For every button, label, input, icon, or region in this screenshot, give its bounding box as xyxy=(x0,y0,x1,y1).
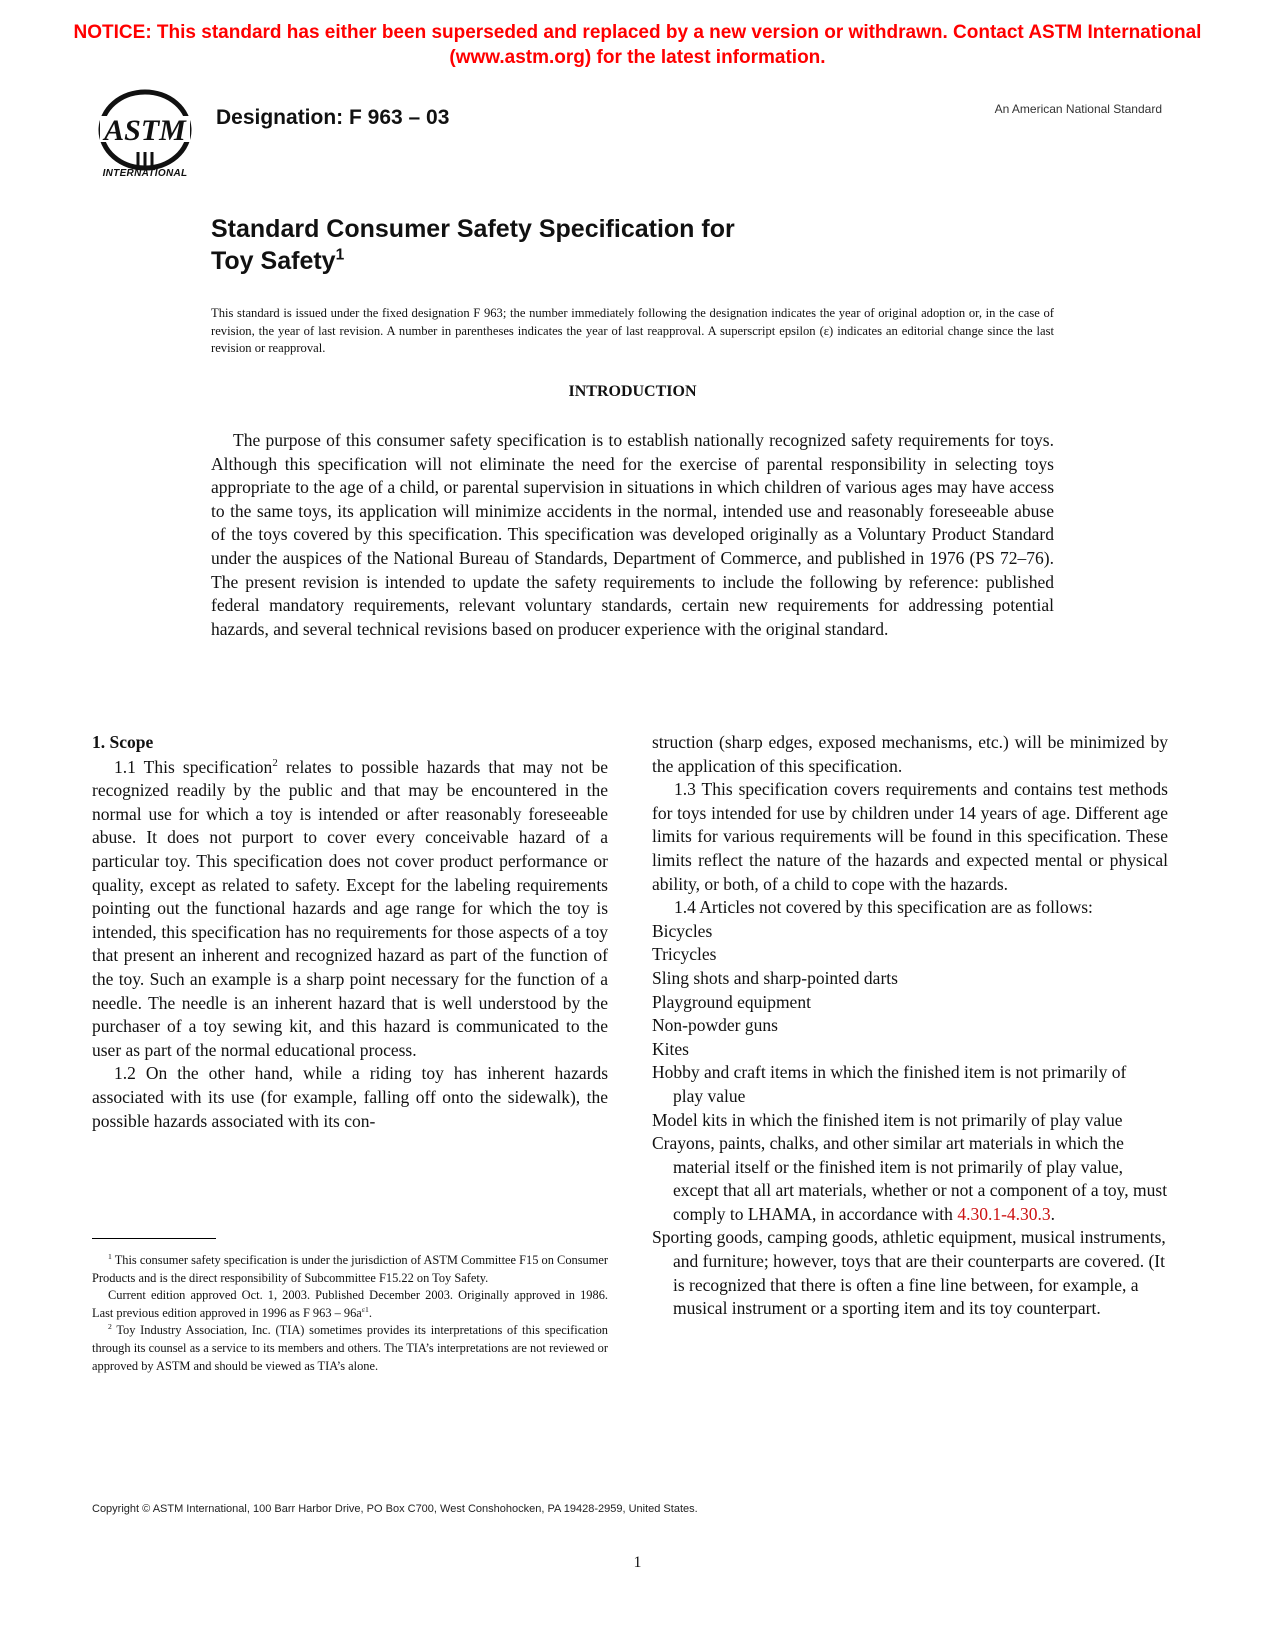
title-line-1: Standard Consumer Safety Specification for xyxy=(211,215,735,243)
title-line-2: Toy Safety xyxy=(211,247,336,275)
excluded-item: Non-powder guns xyxy=(652,1015,778,1036)
designation: Designation: F 963 – 03 xyxy=(216,106,450,129)
left-column xyxy=(92,731,608,1133)
excluded-item: Hobby and craft items in which the finished item is not primarily of play value xyxy=(652,1062,1127,1106)
excluded-item-sporting-goods: Sporting goods, camping goods, athletic equipment, musical instruments, and furniture; however, toys that are their counterparts are covered. (It is recognized that there is often a fine line between, for example, a musical instrument or a sporting item and its toy counterpart. xyxy=(652,1227,1166,1319)
introduction-heading: INTRODUCTION xyxy=(568,383,697,400)
footnote-divider xyxy=(92,1238,216,1239)
svg-text:ASTM: ASTM xyxy=(104,114,186,147)
right-column xyxy=(652,731,1184,1321)
paragraph-1-4: 1.4 Articles not covered by this specification are as follows: xyxy=(674,897,1093,918)
paragraph-1-1: 1.1 This specification$^2$ relates to possible hazards that may not be recognized readily by the public and that may be encountered in the normal use for which a toy is intended or after reasonably foreseeable abuse. It does not purport to cover every conceivable hazard of a particular toy. This specification does not cover product performance or quality, except as related to safety. Except for the labeling requirements pointing out the functional hazards and age range for which the toy is intended, this specification has no requirements for those aspects of a toy that present an inherent and recognized hazard as part of the function of the toy. Such an example is a sharp point necessary for the function of a needle. The needle is an inherent hazard that is well understood by the purchaser of a toy sewing kit, and this hazard is communicated to the user as part of the normal educational process. xyxy=(92,756,608,1060)
issuance-note: This standard is issued under the fixed designation F 963; the number immediately following the designation indicates the year of original adoption or, in the case of revision, the year of last revision. A number in parentheses indicates the year of last reapproval. A superscript epsilon (ε) indicates an editorial change since the last revision or reapproval. xyxy=(211,306,1054,355)
footnote-1-edition: Current edition approved Oct. 1, 2003. Published December 2003. Originally approved in 1986. Last previous edition approved in 1996 as F $963 - 96a^{\varepsilon 1}$. xyxy=(92,1288,608,1320)
excluded-item: Playground equipment xyxy=(652,991,811,1012)
paragraph-1-2-continued: struction (sharp edges, exposed mechanisms, etc.) will be minimized by the application of this specification. xyxy=(652,732,1168,776)
section-link-4-30[interactable]: 4.30.1-4.30.3 xyxy=(957,1203,1051,1224)
scope-heading: 1. Scope xyxy=(92,732,154,752)
page-number: 1 xyxy=(633,1554,642,1571)
american-national-standard-label: An American National Standard xyxy=(994,102,1162,116)
copyright-line: Copyright © ASTM International, 100 Barr Harbor Drive, PO Box C700, West Conshohocken, PA 19428-2959, United States. xyxy=(92,1503,698,1515)
excluded-item-art-materials: Crayons, paints, chalks, and other similar art materials in which the material itself or the finished item is not primarily of play value, except that all art materials, whether or not a component of a toy, must comply to LHAMA, in accordance with 4.30.1-4.30.3. xyxy=(652,1133,1168,1224)
excluded-item: Kites xyxy=(652,1038,689,1059)
excluded-item: Model kits in which the finished item is not primarily of play value xyxy=(652,1109,1123,1130)
title-footnote-mark[interactable]: 1 xyxy=(335,246,345,264)
footnote-2-mark[interactable]: 2 xyxy=(272,756,278,769)
introduction-body: The purpose of this consumer safety specification is to establish nationally recognized safety requirements for toys. Although this specification will not eliminate the need for the exercise of parental responsibility in selecting toys appropriate to the age of a child, or parental supervision in situations in which children of various ages may have access to the same toys, its application will minimize accidents in the normal, intended use and reasonably foreseeable abuse of the toys covered by this specification. This specification was developed originally as a Voluntary Product Standard under the auspices of the National Bureau of Standards, Department of Commerce, and published in 1976 (PS 72–76). The present revision is intended to update the safety requirements to include the following by reference: published federal mandatory requirements, relevant voluntary standards, certain new requirements for addressing potential hazards, and several technical revisions based on producer experience with the original standard. xyxy=(211,430,1054,639)
excluded-item: Bicycles xyxy=(652,920,713,941)
paragraph-1-2: 1.2 On the other hand, while a riding toy has inherent hazards associated with its use (for example, falling off onto the sidewalk), the possible hazards associated with its con- xyxy=(92,1063,608,1131)
excluded-item: Sling shots and sharp-pointed darts xyxy=(652,967,898,988)
footnote-2: $^2$ Toy Industry Association, Inc. (TIA) sometimes provides its interpretations of this specification through its counsel as a service to its members and others. The TIA’s interpretations are not reviewed or approved by ASTM and should be viewed as TIA’s alone. xyxy=(92,1322,608,1373)
document-title xyxy=(211,213,911,277)
logo-subtitle: INTERNATIONAL xyxy=(102,168,188,179)
withdrawal-notice: NOTICE: This standard has either been superseded and replaced by a new version or withdrawn. Contact ASTM International (www.astm.org) for the latest information. xyxy=(73,22,1202,68)
excluded-item: Tricycles xyxy=(652,944,717,965)
footnotes xyxy=(92,1252,608,1375)
footnote-1: $^1$ This consumer safety specification is under the jurisdiction of ASTM Committee F15 on Consumer Products and is the direct responsibility of Subcommittee F15.22 on Toy Safety. xyxy=(92,1251,608,1285)
paragraph-1-3: 1.3 This specification covers requirements and contains test methods for toys intended for use by children under 14 years of age. Different age limits for various requirements will be found in this specification. These limits reflect the nature of the hazards and expected mental or physical ability, or both, of a child to cope with the hazards. xyxy=(652,779,1168,894)
